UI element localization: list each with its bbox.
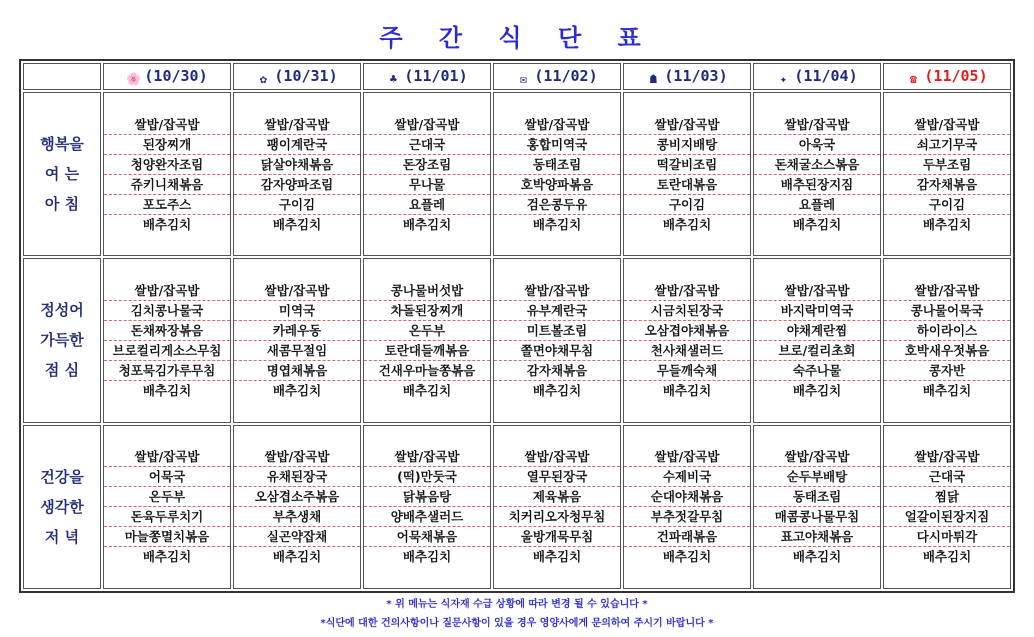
menu-cell: [363, 425, 491, 589]
day-header: [493, 63, 621, 90]
menu-item: 시금치된장국: [624, 301, 750, 321]
menu-cell: [103, 258, 231, 422]
meal-name-line: 가득한: [40, 331, 84, 350]
day-label: (11/02): [534, 67, 598, 85]
menu-item: 쌀밥/잡곡밥: [754, 115, 880, 135]
menu-item: 두부조림: [884, 155, 1010, 175]
day-label: (11/05): [924, 67, 988, 85]
menu-item: 돈채굴소스볶음: [754, 155, 880, 175]
menu-item: 배추김치: [792, 382, 842, 398]
menu-item: 브로컬리게소스무침: [104, 341, 230, 361]
day-header: [753, 63, 881, 90]
menu-item: 쌀밥/잡곡밥: [494, 281, 620, 301]
phone-icon: ☎: [909, 72, 917, 86]
menu-item: 어묵국: [104, 467, 230, 487]
menu-item: 찜닭: [884, 487, 1010, 507]
menu-item: 배추김치: [532, 216, 582, 232]
menu-item: 쌀밥/잡곡밥: [104, 281, 230, 301]
menu-item: 브로/컬리초회: [754, 341, 880, 361]
menu-item: 배추김치: [662, 549, 712, 565]
menu-item: 천사채샐러드: [624, 341, 750, 361]
menu-item: 구이김: [884, 195, 1010, 215]
menu-cell: [363, 92, 491, 256]
menu-item: 어묵채볶음: [364, 527, 490, 547]
menu-item: 배추김치: [922, 216, 972, 232]
menu-item: 건파래볶음: [624, 527, 750, 547]
menu-item: 배추김치: [792, 216, 842, 232]
notice-change: * 위 메뉴는 식자재 수급 상황에 따라 변경 될 수 있습니다 *: [386, 599, 648, 610]
menu-item: 배추김치: [142, 216, 192, 232]
menu-item: 닭살야채볶음: [234, 155, 360, 175]
menu-item: 콩자반: [884, 361, 1010, 381]
menu-cell: [883, 258, 1011, 422]
menu-item: 쌀밥/잡곡밥: [884, 115, 1010, 135]
menu-item: 배추된장지짐: [754, 175, 880, 195]
blossom-icon: ✿: [259, 72, 267, 86]
menu-item: 홍합미역국: [494, 135, 620, 155]
menu-item: 쫄면야채무침: [494, 341, 620, 361]
menu-item: 검은콩두유: [494, 195, 620, 215]
menu-item: 근대국: [364, 135, 490, 155]
menu-item: 다시마튀각: [884, 527, 1010, 547]
day-header: [363, 63, 491, 90]
menu-cell: [883, 92, 1011, 256]
menu-item: 된장찌개: [104, 135, 230, 155]
menu-item: 열무된장국: [494, 467, 620, 487]
menu-item: 쌀밥/잡곡밥: [234, 281, 360, 301]
menu-item: 쌀밥/잡곡밥: [234, 115, 360, 135]
menu-item: 요플레: [754, 195, 880, 215]
menu-item: 부추젓갈무침: [624, 507, 750, 527]
menu-item: 콩나물버섯밥: [364, 281, 490, 301]
menu-cell: [493, 258, 621, 422]
menu-item: 차돌된장찌개: [364, 301, 490, 321]
menu-cell: [753, 258, 881, 422]
menu-item: 온두부: [364, 321, 490, 341]
menu-item: 양배추샐러드: [364, 507, 490, 527]
menu-cell: [623, 92, 751, 256]
menu-item: 돈장조림: [364, 155, 490, 175]
menu-item: 쌀밥/잡곡밥: [884, 447, 1010, 467]
menu-item: 배추김치: [532, 382, 582, 398]
menu-cell: [883, 425, 1011, 589]
menu-cell: [233, 425, 361, 589]
menu-item: 무나물: [364, 175, 490, 195]
menu-item: 수제비국: [624, 467, 750, 487]
day-label: (11/04): [794, 67, 858, 85]
menu-item: 청포묵김가루무침: [104, 361, 230, 381]
meal-name-line: 건강을: [40, 467, 84, 486]
meal-name-line: 행복을: [40, 135, 84, 154]
menu-cell: [493, 92, 621, 256]
menu-item: 실곤약잡채: [234, 527, 360, 547]
menu-item: 매콤콩나물무침: [754, 507, 880, 527]
menu-item: 쌀밥/잡곡밥: [884, 281, 1010, 301]
menu-item: 하이라이스: [884, 321, 1010, 341]
day-header: [623, 63, 751, 90]
menu-item: 명엽채볶음: [234, 361, 360, 381]
meal-name-line: 아 침: [44, 195, 80, 214]
menu-item: 닭볶음탕: [364, 487, 490, 507]
menu-item: 청양완자조림: [104, 155, 230, 175]
menu-item: 돈육두루치기: [104, 507, 230, 527]
menu-item: 미역국: [234, 301, 360, 321]
menu-item: 돈채짜장볶음: [104, 321, 230, 341]
menu-item: 쥬키니채볶음: [104, 175, 230, 195]
menu-item: 울방개묵무침: [494, 527, 620, 547]
meal-row: [23, 92, 1011, 256]
menu-item: 치커리오자청무침: [494, 507, 620, 527]
menu-item: 요플레: [364, 195, 490, 215]
menu-item: 유부계란국: [494, 301, 620, 321]
menu-item: 오삼겹야채볶음: [624, 321, 750, 341]
meal-row: [23, 425, 1011, 589]
menu-item: 마늘쫑멸치볶음: [104, 527, 230, 547]
menu-item: 배추김치: [922, 549, 972, 565]
day-header: [233, 63, 361, 90]
menu-item: 배추김치: [922, 382, 972, 398]
menu-item: 유채된장국: [234, 467, 360, 487]
menu-cell: [103, 92, 231, 256]
menu-item: 쇠고기무국: [884, 135, 1010, 155]
menu-item: 토란대들깨볶음: [364, 341, 490, 361]
menu-item: 구이김: [234, 195, 360, 215]
menu-cell: [103, 425, 231, 589]
menu-item: 김치콩나물국: [104, 301, 230, 321]
menu-item: 쌀밥/잡곡밥: [364, 447, 490, 467]
day-header: [103, 63, 231, 90]
menu-item: 호박양파볶음: [494, 175, 620, 195]
menu-cell: [623, 258, 751, 422]
meal-name-line: 점 심: [44, 361, 80, 380]
menu-item: 배추김치: [402, 549, 452, 565]
menu-item: 배추김치: [402, 382, 452, 398]
menu-item: 쌀밥/잡곡밥: [624, 115, 750, 135]
menu-item: 표고야채볶음: [754, 527, 880, 547]
menu-item: 콩나물어묵국: [884, 301, 1010, 321]
meal-name-line: 생각한: [40, 497, 84, 516]
menu-item: 감자양파조림: [234, 175, 360, 195]
meal-name: [23, 425, 101, 589]
day-label: (10/30): [144, 67, 208, 85]
menu-item: 바지락미역국: [754, 301, 880, 321]
menu-item: 배추김치: [792, 549, 842, 565]
menu-cell: [233, 258, 361, 422]
flower-icon: 🌸: [126, 72, 142, 86]
page-title: 주 간 식 단 표: [379, 24, 655, 52]
menu-item: 온두부: [104, 487, 230, 507]
menu-item: 배추김치: [662, 382, 712, 398]
menu-item: 쌀밥/잡곡밥: [364, 115, 490, 135]
menu-item: 배추김치: [532, 549, 582, 565]
menu-item: 야채계란찜: [754, 321, 880, 341]
menu-item: 아욱국: [754, 135, 880, 155]
menu-item: 감자채볶음: [884, 175, 1010, 195]
menu-item: 배추김치: [662, 216, 712, 232]
notice-inquiry: *식단에 대한 건의사항이나 질문사항이 있을 경우 영양사에게 문의하여 주시기 바랍니다 *: [320, 618, 714, 629]
day-label: (11/03): [664, 67, 728, 85]
menu-item: 떡갈비조림: [624, 155, 750, 175]
menu-item: 배추김치: [402, 216, 452, 232]
menu-item: 제육볶음: [494, 487, 620, 507]
menu-item: 카레우동: [234, 321, 360, 341]
menu-item: 부추생채: [234, 507, 360, 527]
house-icon: ☗: [649, 72, 657, 86]
menu-item: 배추김치: [272, 549, 322, 565]
menu-item: 감자채볶음: [494, 361, 620, 381]
meal-name-line: 저 녁: [44, 527, 80, 546]
meal-row: [23, 258, 1011, 422]
menu-item: 토란대볶음: [624, 175, 750, 195]
menu-item: 팽이계란국: [234, 135, 360, 155]
menu-item: 쌀밥/잡곡밥: [754, 281, 880, 301]
header-row: [23, 63, 1011, 90]
menu-item: 배추김치: [272, 216, 322, 232]
day-label: (11/01): [404, 67, 468, 85]
club-icon: ♣: [389, 72, 397, 86]
menu-item: 얼갈이된장지짐: [884, 507, 1010, 527]
menu-cell: [363, 258, 491, 422]
menu-cell: [493, 425, 621, 589]
menu-item: 순두부배탕: [754, 467, 880, 487]
menu-item: 포도주스: [104, 195, 230, 215]
weekly-menu-table: [19, 59, 1015, 593]
menu-item: 동태조림: [494, 155, 620, 175]
menu-item: 숙주나물: [754, 361, 880, 381]
menu-cell: [753, 92, 881, 256]
letter-icon: ✉: [519, 72, 527, 86]
menu-item: 동태조림: [754, 487, 880, 507]
menu-item: 미트볼조림: [494, 321, 620, 341]
menu-item: 무들깨숙채: [624, 361, 750, 381]
menu-item: 배추김치: [142, 549, 192, 565]
menu-item: 쌀밥/잡곡밥: [624, 281, 750, 301]
menu-item: (떡)만둣국: [364, 467, 490, 487]
menu-item: 오삼겹소주볶음: [234, 487, 360, 507]
menu-item: 순대야채볶음: [624, 487, 750, 507]
menu-cell: [623, 425, 751, 589]
menu-item: 구이김: [624, 195, 750, 215]
menu-item: 쌀밥/잡곡밥: [754, 447, 880, 467]
meal-name-line: 정성어: [40, 301, 84, 320]
menu-item: 콩비지배탕: [624, 135, 750, 155]
menu-cell: [753, 425, 881, 589]
menu-item: 쌀밥/잡곡밥: [624, 447, 750, 467]
star-icon: ✦: [779, 72, 787, 86]
meal-name-line: 여 는: [44, 165, 80, 184]
meal-name: [23, 258, 101, 422]
menu-item: 쌀밥/잡곡밥: [494, 115, 620, 135]
menu-item: 쌀밥/잡곡밥: [234, 447, 360, 467]
menu-item: 쌀밥/잡곡밥: [104, 115, 230, 135]
day-label: (10/31): [274, 67, 338, 85]
menu-item: 근대국: [884, 467, 1010, 487]
menu-cell: [233, 92, 361, 256]
menu-item: 호박새우젓볶음: [884, 341, 1010, 361]
menu-item: 건새우마늘쫑볶음: [364, 361, 490, 381]
menu-item: 새콤무절임: [234, 341, 360, 361]
corner-cell: [23, 63, 101, 90]
menu-item: 배추김치: [142, 382, 192, 398]
menu-item: 쌀밥/잡곡밥: [494, 447, 620, 467]
day-header-sunday: [883, 63, 1011, 90]
menu-item: 배추김치: [272, 382, 322, 398]
menu-item: 쌀밥/잡곡밥: [104, 447, 230, 467]
meal-name: [23, 92, 101, 256]
